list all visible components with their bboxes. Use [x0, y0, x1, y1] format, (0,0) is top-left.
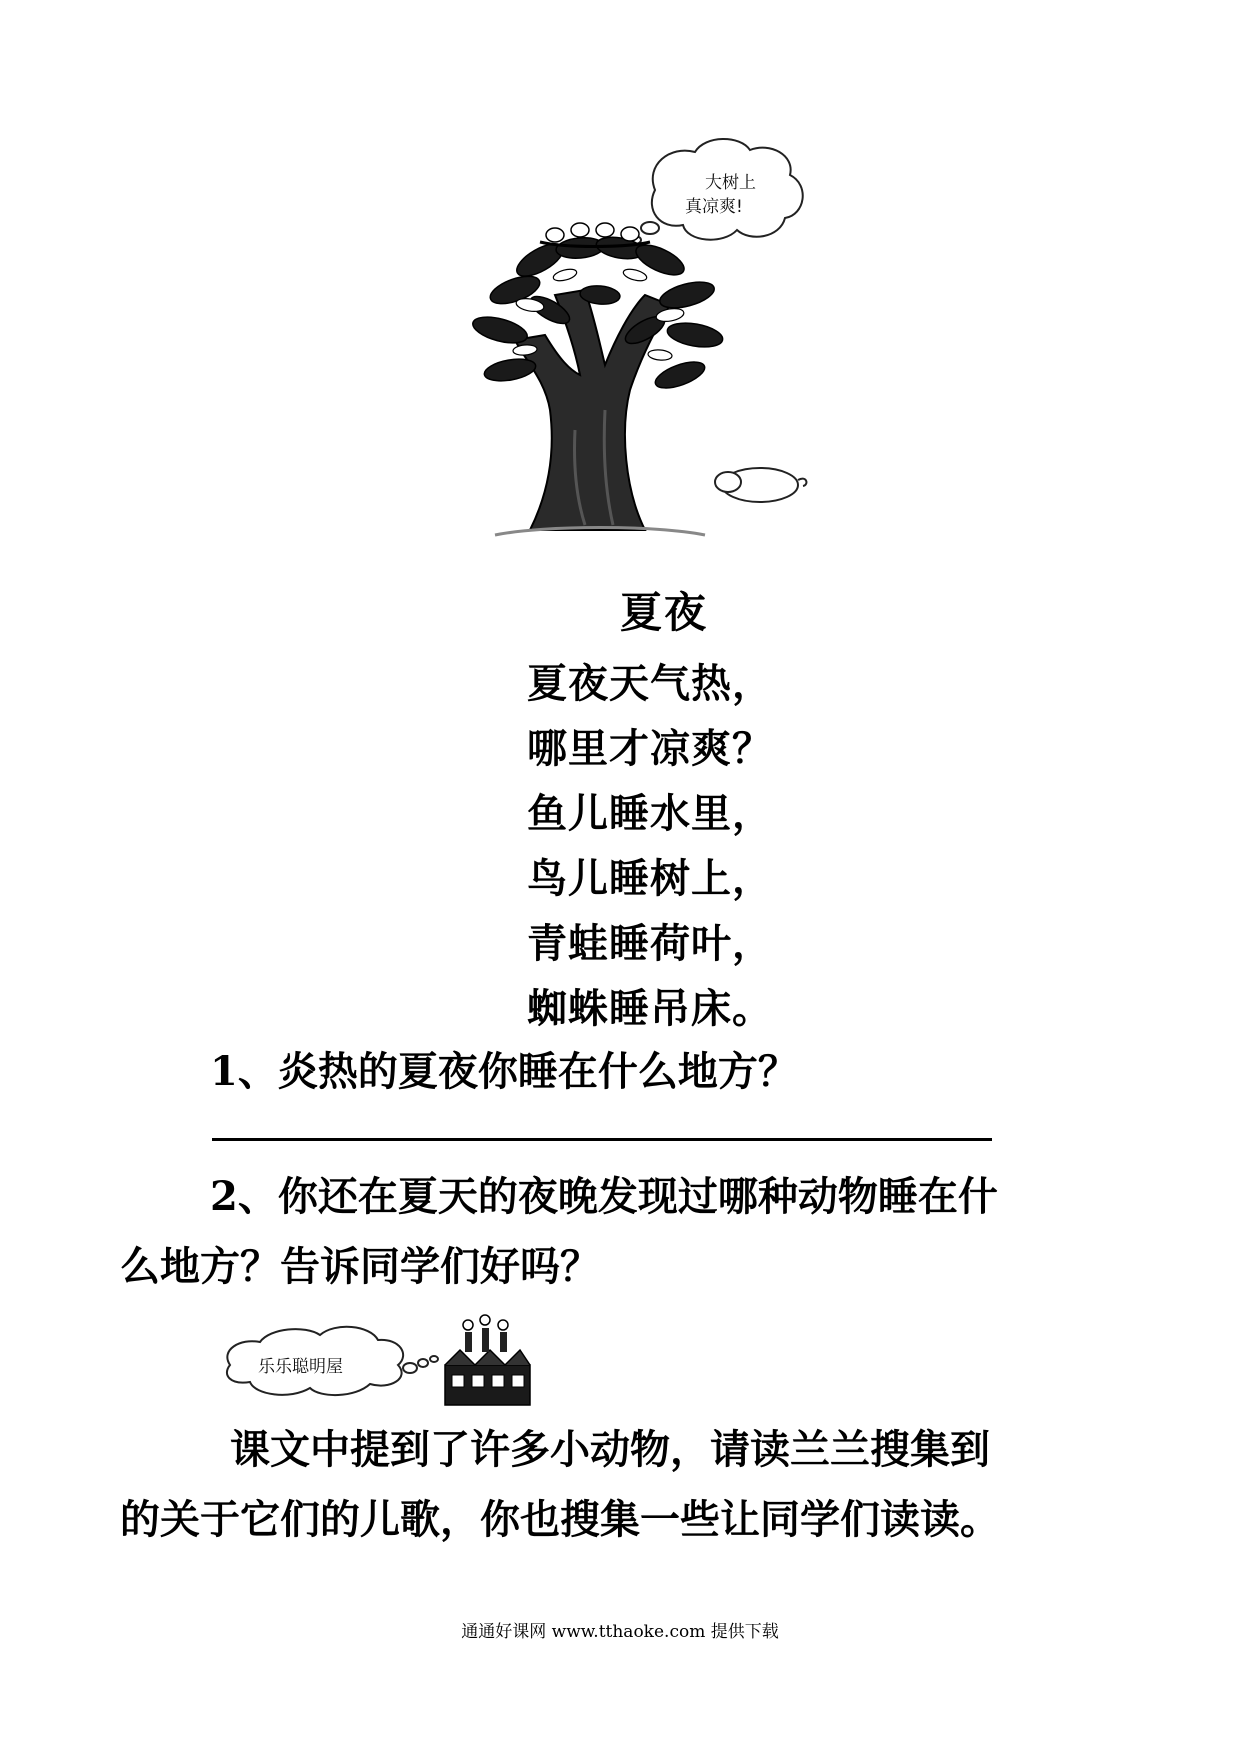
thought-text-line2: 真凉爽!: [685, 197, 743, 217]
footer-credit: 通通好课网 www.tthaoke.com 提供下载: [461, 1622, 779, 1642]
house-icon: [445, 1315, 530, 1405]
section-text-line-2: 的关于它们的儿歌，你也搜集一些让同学们读读。: [120, 1496, 1000, 1543]
answer-line: [212, 1138, 992, 1141]
poem-line-2: 哪里才凉爽？: [527, 725, 773, 772]
poem-line-1: 夏夜天气热，: [527, 660, 773, 707]
tree-drawing: [455, 130, 815, 550]
sleeping-pig-icon: [715, 468, 806, 502]
thought-text-line1: 大树上: [705, 173, 756, 193]
question-2-line-2: 么地方？告诉同学们好吗？: [120, 1243, 600, 1290]
poem-title: 夏夜: [620, 588, 709, 637]
question-1: 1、炎热的夏夜你睡在什么地方？: [210, 1048, 798, 1095]
poem-line-4: 鸟儿睡树上，: [527, 855, 773, 902]
poem-line-3: 鱼儿睡水里，: [527, 790, 773, 837]
section-text-line-1: 课文中提到了许多小动物，请读兰兰搜集到: [230, 1426, 990, 1473]
tree-illustration: [455, 130, 815, 550]
question-2-line-1: 2、你还在夏天的夜晚发现过哪种动物睡在什: [210, 1173, 998, 1220]
poem-line-5: 青蛙睡荷叶，: [527, 920, 773, 967]
poem-line-6: 蜘蛛睡吊床。: [527, 985, 773, 1032]
section-header: [220, 1310, 540, 1410]
section-label: 乐乐聪明屋: [258, 1357, 343, 1377]
